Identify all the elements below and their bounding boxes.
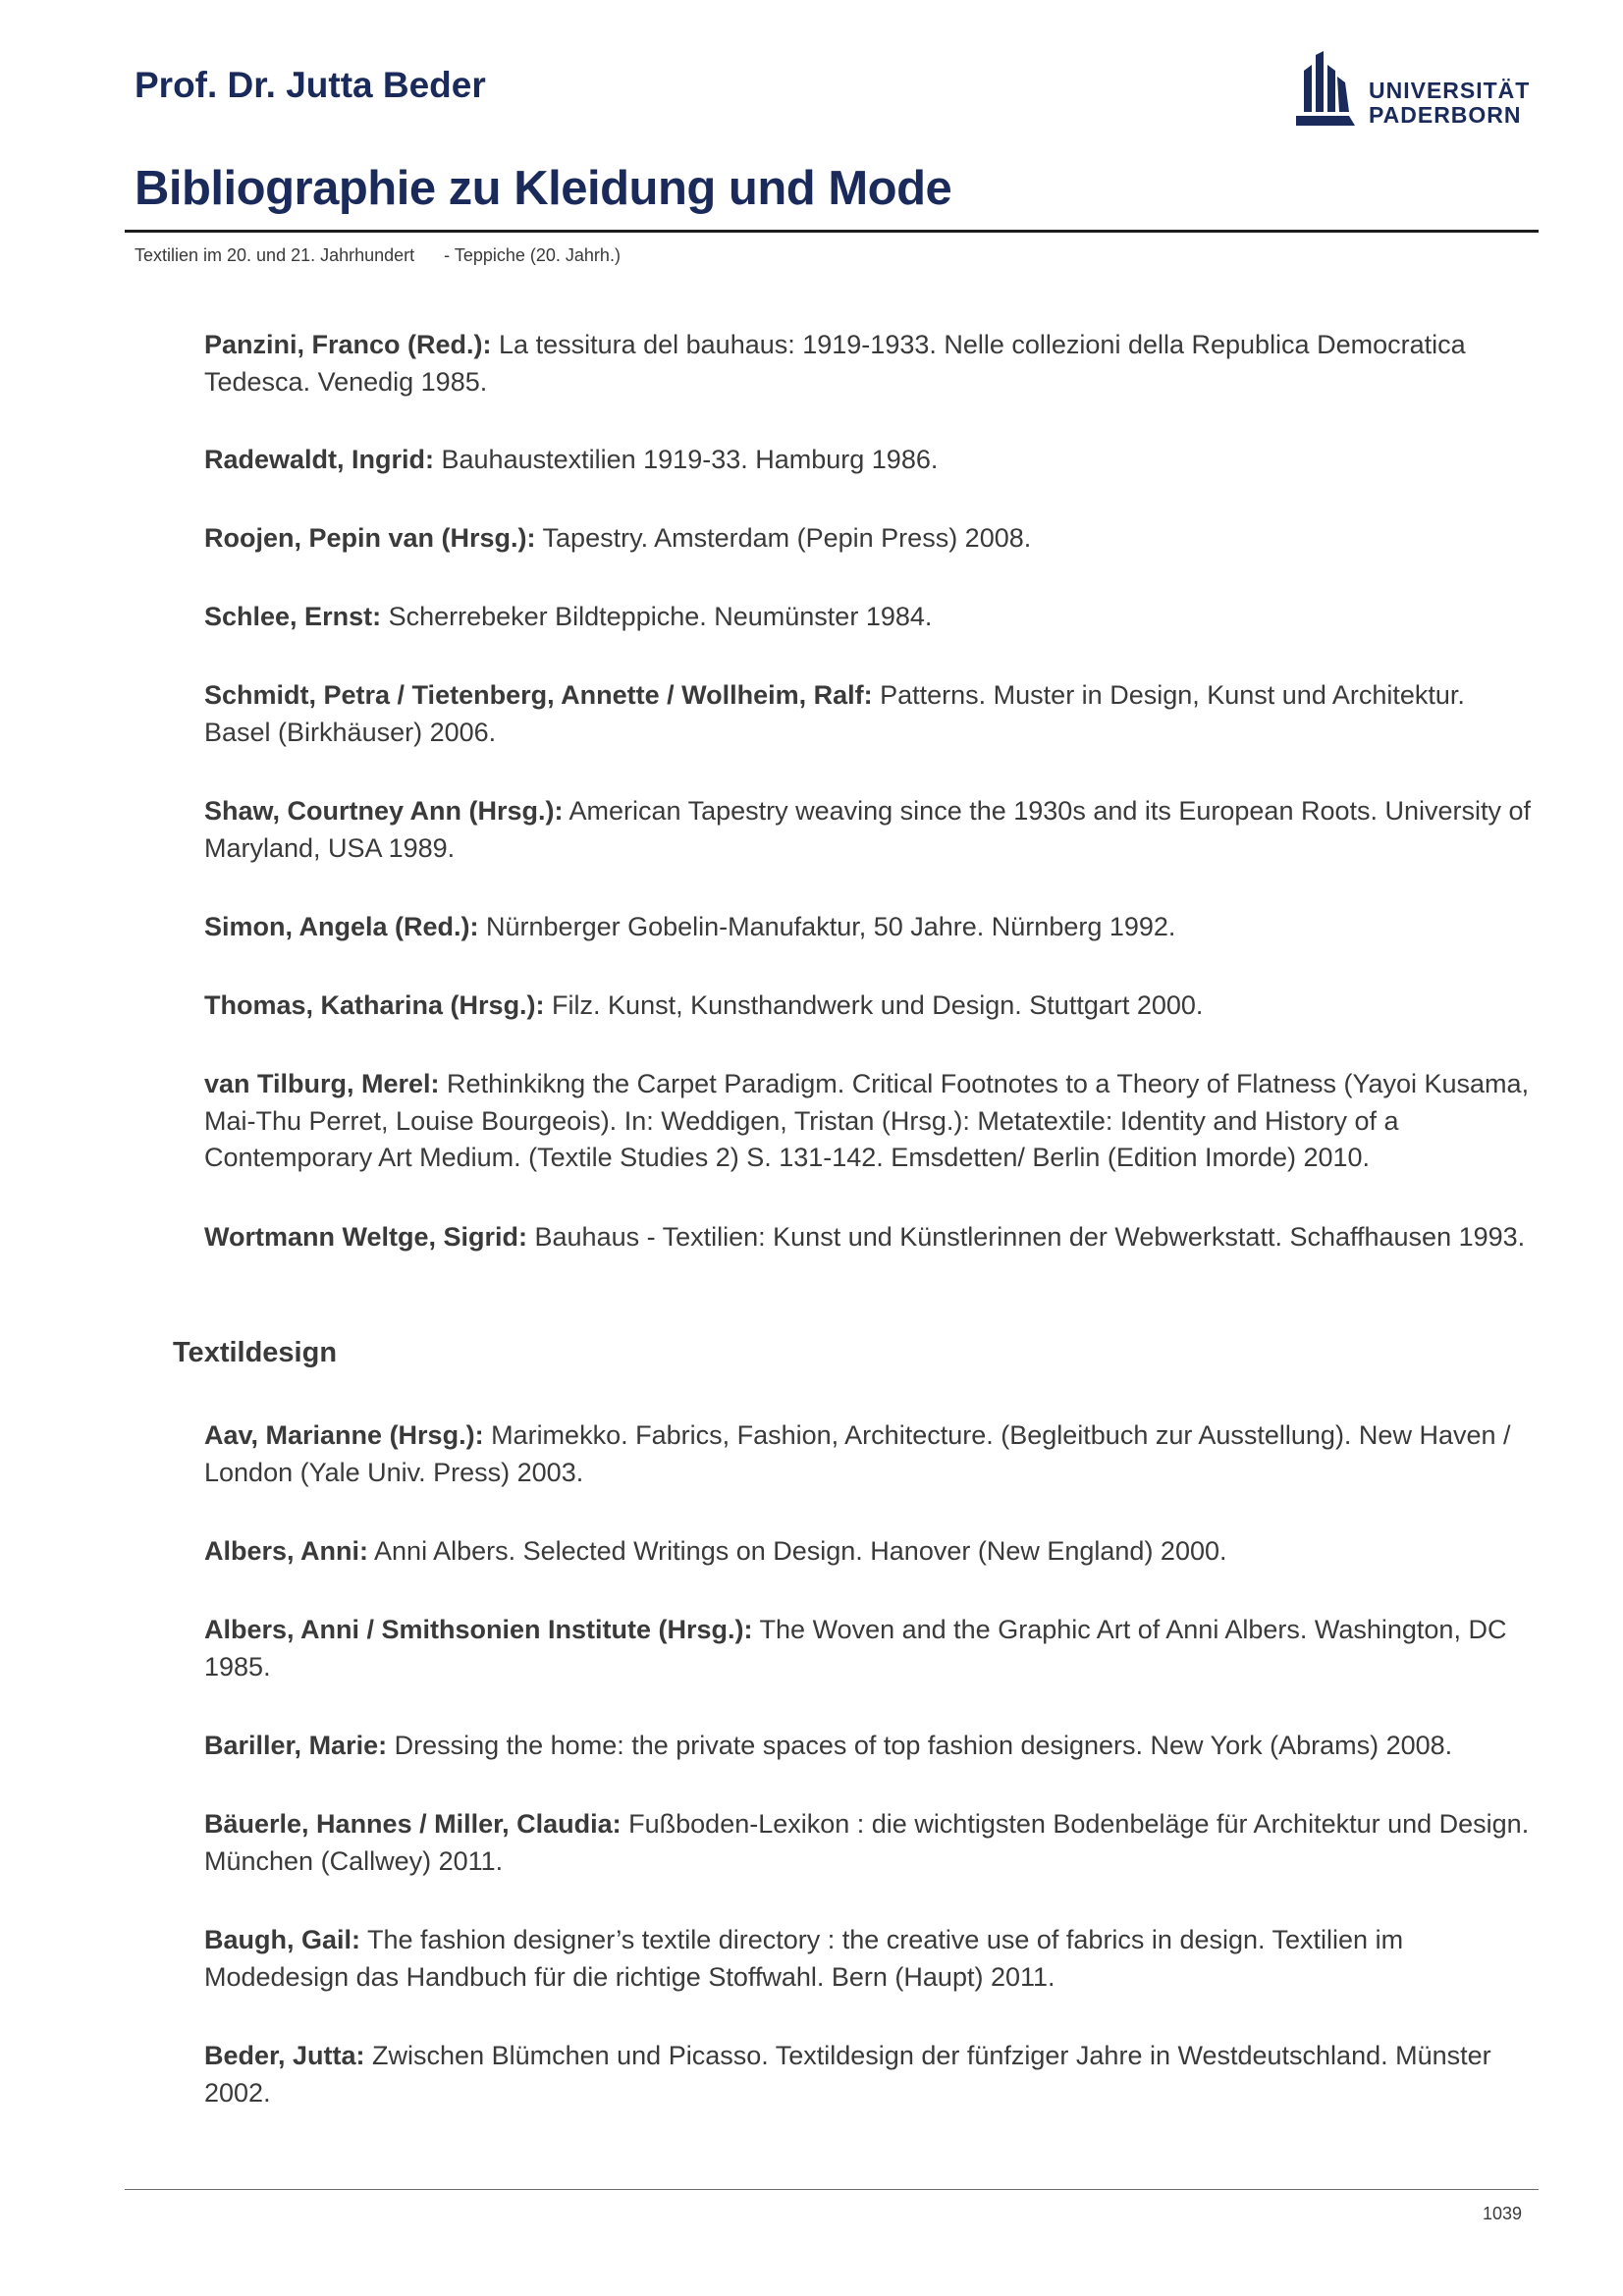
entry-author: Bariller, Marie: [204,1731,388,1760]
entry-author: Albers, Anni: [204,1536,369,1566]
entry-text: The fashion designer’s textile directory : the creative use of fabrics in design. Textilien im Modedesign das Handbuch für die richtige Stoffwahl. Bern (Haupt) 2011. [204,1925,1404,1992]
entry-text: American Tapestry weaving since the 1930s and its European Roots. University of Maryland, USA 1989. [204,796,1532,863]
entry-author: Schlee, Ernst: [204,602,382,631]
university-logo [1294,51,1530,133]
entry-author: Aav, Marianne (Hrsg.): [204,1420,484,1450]
entry-text: Nürnberger Gobelin-Manufaktur, 50 Jahre. Nürnberg 1992. [478,912,1176,941]
entry-text: Zwischen Blümchen und Picasso. Textildesign der fünfziger Jahre in Westdeutschland. Münster 2002. [204,2041,1491,2108]
entry-text: The Woven and the Graphic Art of Anni Albers. Washington, DC 1985. [204,1615,1507,1682]
entry-author: Beder, Jutta: [204,2041,365,2070]
bibliography-entry [204,1728,1535,1765]
bibliography-entry [204,1533,1535,1571]
bibliography-entry [204,599,1535,636]
logo-line-2: PADERBORN [1369,102,1522,128]
entry-text: Scherrebeker Bildteppiche. Neumünster 1984. [381,602,933,631]
entry-author: Thomas, Katharina (Hrsg.): [204,990,545,1020]
entry-author: Radewaldt, Ingrid: [204,445,435,474]
entry-text: Marimekko. Fabrics, Fashion, Architecture. (Begleitbuch zur Ausstellung). New Haven / London (Yale Univ. Press) 2003. [204,1420,1511,1487]
bibliography-entry [204,520,1535,558]
entry-author: Panzini, Franco (Red.): [204,330,492,359]
section-heading: Textildesign [173,1337,338,1368]
bibliography-entry [204,1066,1535,1177]
entry-author: Simon, Angela (Red.): [204,912,479,941]
bibliography-entry [204,1806,1535,1880]
entry-author: Schmidt, Petra / Tietenberg, Annette / Wollheim, Ralf: [204,680,873,710]
footer-divider [125,2189,1539,2190]
bibliography-entry [204,677,1535,751]
bibliography-entry [204,793,1535,867]
bibliography-entry [204,1922,1535,1996]
header-divider [125,230,1539,233]
entry-text: Tapestry. Amsterdam (Pepin Press) 2008. [535,523,1032,553]
author-name: Prof. Dr. Jutta Beder [135,65,486,105]
breadcrumb-section: Textilien im 20. und 21. Jahrhundert [135,245,415,265]
bibliography-entry [204,988,1535,1025]
entry-text: Filz. Kunst, Kunsthandwerk und Design. Stuttgart 2000. [544,990,1204,1020]
entry-author: Baugh, Gail: [204,1925,361,1954]
university-logo-icon [1294,51,1363,133]
entry-text: Dressing the home: the private spaces of top fashion designers. New York (Abrams) 2008. [387,1731,1453,1760]
entry-text: Fußboden-Lexikon : die wichtigsten Bodenbeläge für Architektur und Design. München (Callwey) 2011. [204,1809,1530,1876]
page-number: 1039 [1483,2204,1523,2223]
entry-text: Bauhaustextilien 1919-33. Hamburg 1986. [434,445,939,474]
entry-text: Anni Albers. Selected Writings on Design. Hanover (New England) 2000. [368,1536,1227,1566]
bibliography-entry [204,327,1535,400]
logo-line-1: UNIVERSITÄT [1369,78,1531,103]
entry-text: Rethinkikng the Carpet Paradigm. Critical Footnotes to a Theory of Flatness (Yayoi Kusama, Mai-Thu Perret, Louise Bourgeois). In: Weddigen, Tristan (Hrsg.): Metatextile: Identity and History of a Contemporary Art Medium. (Textile Studies 2) S. 131-142. Emsdetten/ Berlin (Edition Imorde) 2010. [204,1069,1530,1172]
entry-text: Patterns. Muster in Design, Kunst und Architektur. Basel (Birkhäuser) 2006. [204,680,1465,747]
bibliography-entry [204,1417,1535,1491]
entry-text: La tessitura del bauhaus: 1919-1933. Nelle collezioni della Republica Democratica Tedesca. Venedig 1985. [204,330,1466,397]
entry-author: Roojen, Pepin van (Hrsg.): [204,523,536,553]
entry-author: Albers, Anni / Smithsonien Institute (Hrsg.): [204,1615,753,1644]
entry-text: Bauhaus - Textilien: Kunst und Künstlerinnen der Webwerkstatt. Schaffhausen 1993. [527,1222,1526,1252]
entry-author: Bäuerle, Hannes / Miller, Claudia: [204,1809,622,1839]
breadcrumb-subsection: - Teppiche (20. Jahrh.) [444,245,621,265]
bibliography-entry [204,2038,1535,2111]
bibliography-entry [204,1219,1535,1256]
breadcrumb [135,245,621,266]
entry-author: Wortmann Weltge, Sigrid: [204,1222,528,1252]
bibliography-entry [204,1612,1535,1685]
entry-author: van Tilburg, Merel: [204,1069,440,1098]
entry-author: Shaw, Courtney Ann (Hrsg.): [204,796,564,826]
bibliography-entry [204,909,1535,946]
bibliography-entry [204,442,1535,479]
page-title: Bibliographie zu Kleidung und Mode [135,162,952,215]
